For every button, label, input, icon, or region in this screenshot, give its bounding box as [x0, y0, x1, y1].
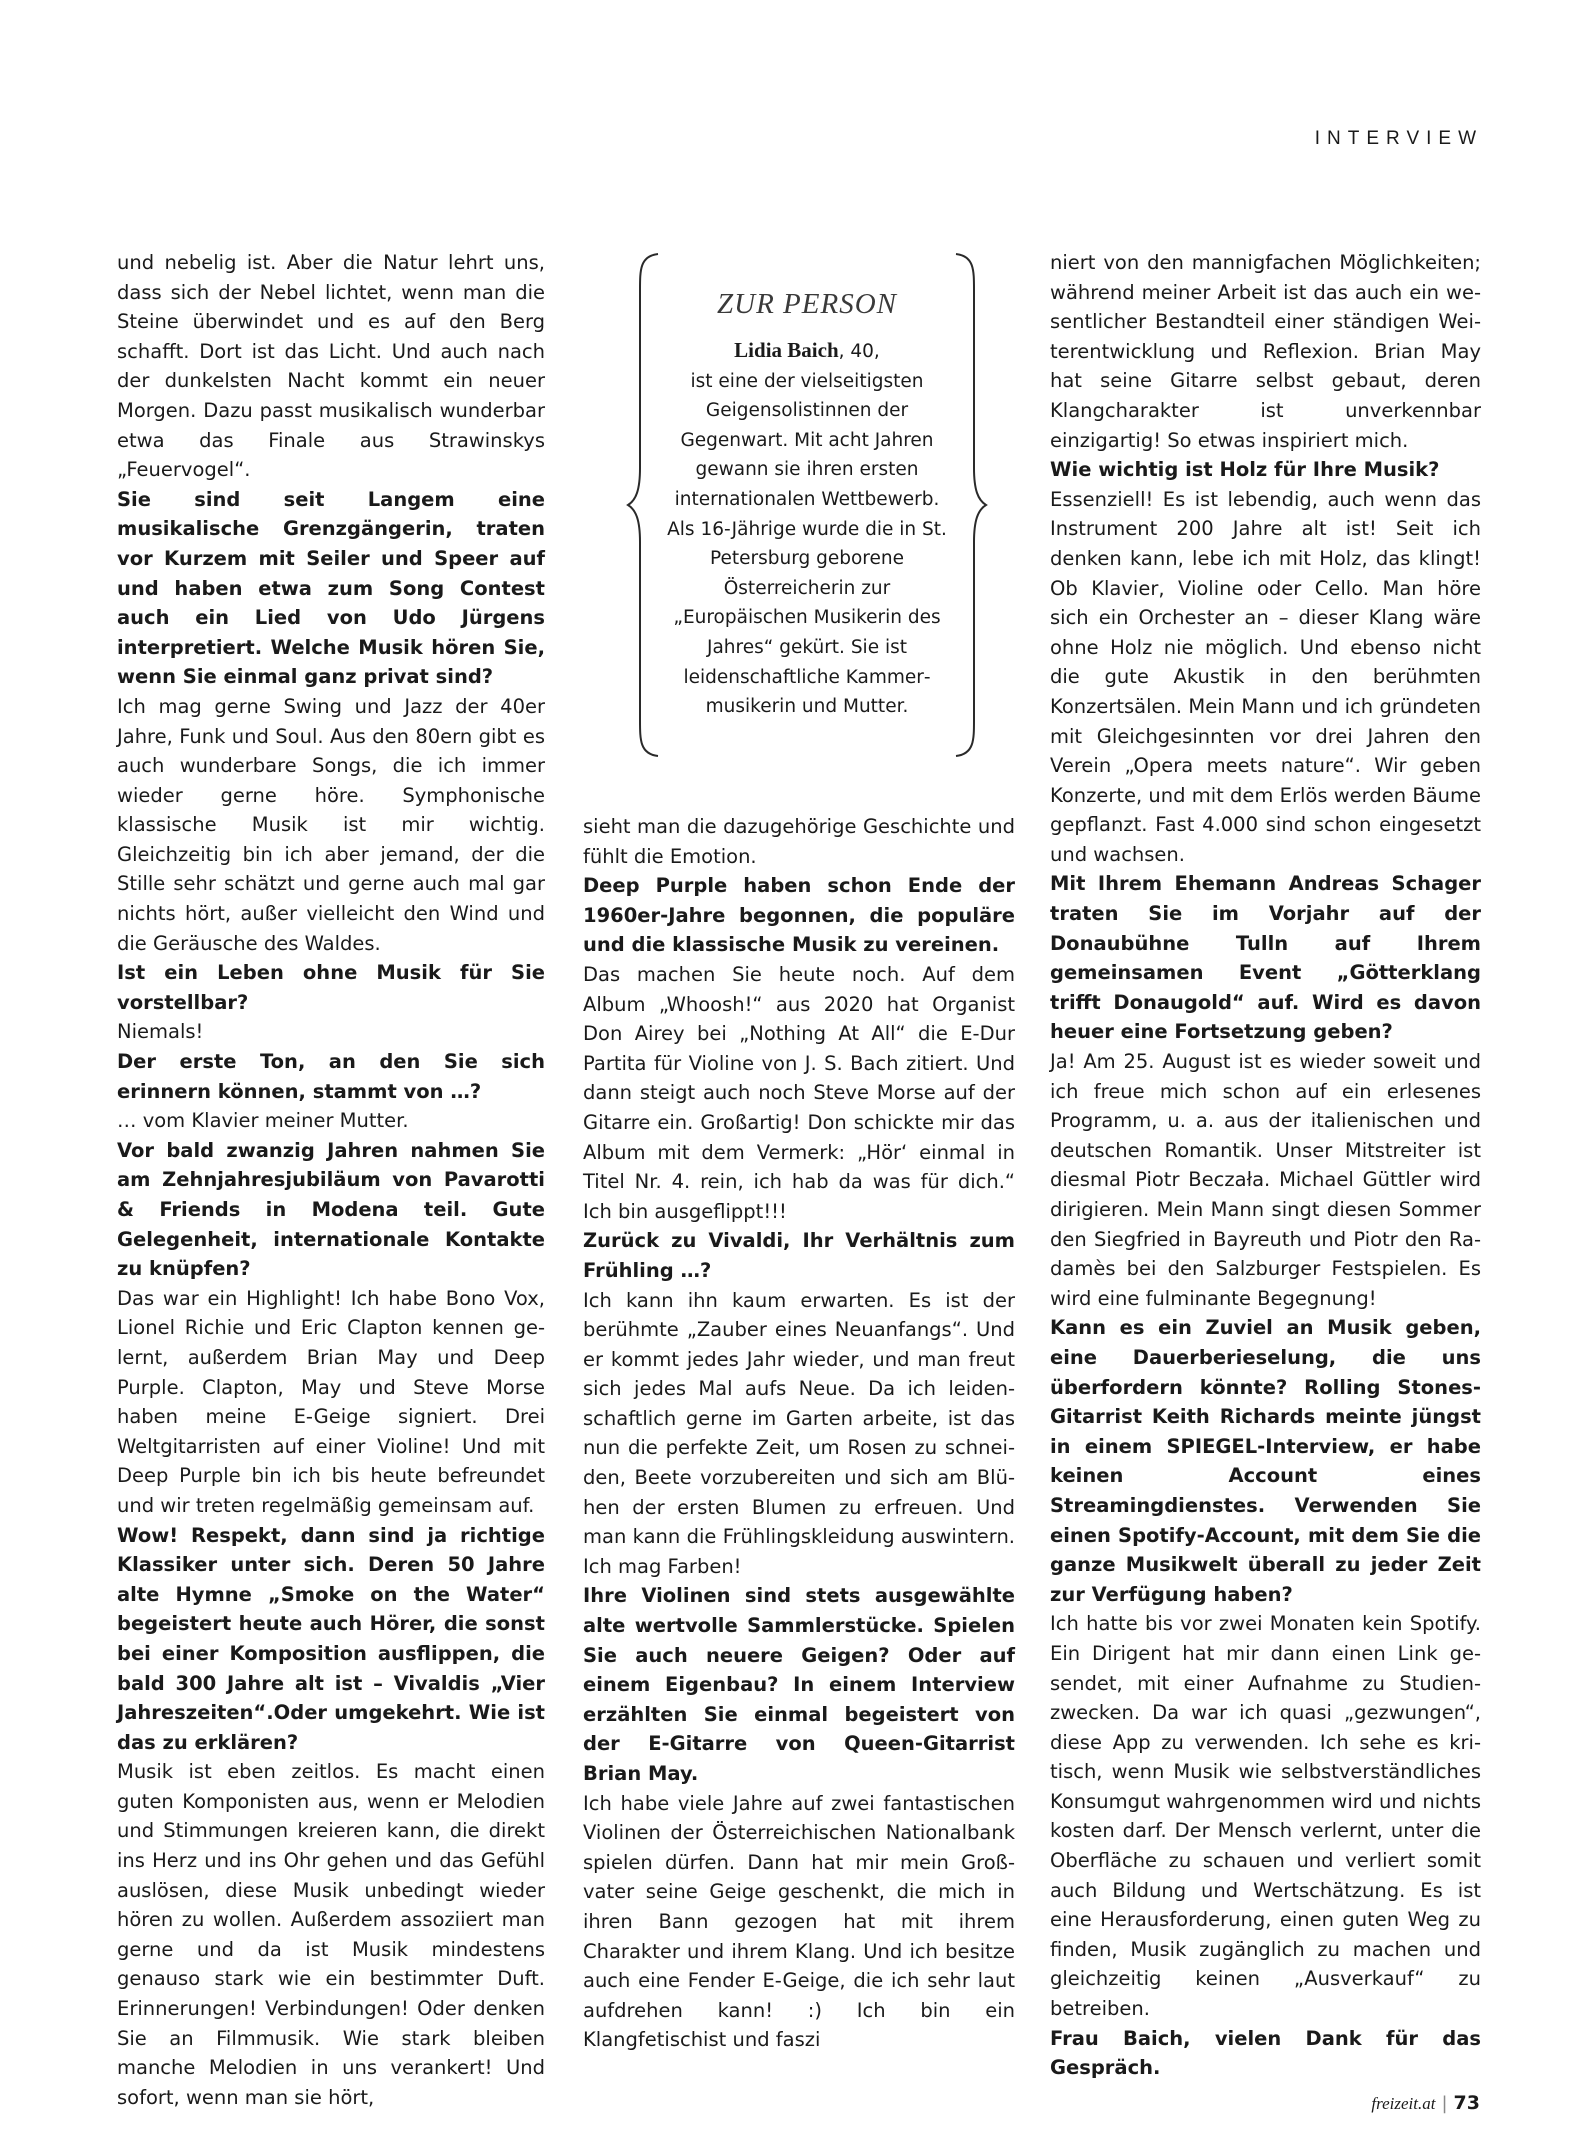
section-label: INTERVIEW [1314, 128, 1483, 149]
interview-answer: … vom Klavier meiner Mutter. [117, 1109, 409, 1133]
interview-question: Sie sind seit Langem eine musikalische Grenzgängerin, traten vor Kurzem mit Seiler und Speer auf und haben etwa zum Song Contest auch ein Lied von Udo Jürgens interpretiert. Welche Musik hören Sie, wenn Sie einmal ganz privat sind? [117, 487, 545, 689]
interview-answer: Ich kann ihn kaum erwarten. Es ist der berühmte „Zauber eines Neuanfangs“. Und er kommt jedes Jahr wieder, und man freut sich jedes Mal aufs Neue. Da ich leidenschaftlich gerne im Garten arbeite, ist das nun die perfekte Zeit, um Rosen zu schneiden, Beete vorzubereiten und sich am Blühen der ersten Blumen zu erfreuen. Und man kann die Frühlingskleidung auswintern. Ich mag Farben! [583, 1288, 1015, 1578]
interview-answer: niert von den mannigfachen Möglichkeiten; während meiner Arbeit ist das auch ein wesentlicher Bestandteil einer ständigen Weiterentwicklung und Reflexion. Brian May hat seine Gitarre selbst gebaut, deren Klangcharakter ist unverkennbar einzigartig! So etwas inspiriert mich. [1050, 251, 1481, 452]
interview-answer: Musik ist eben zeitlos. Es macht einen guten Komponisten aus, wenn er Melodien und Stimmungen kreieren kann, die direkt ins Herz und ins Ohr gehen und das Gefühl auslösen, diese Musik unbedingt wieder hören zu wollen. Außerdem assoziiert man gerne und da ist Musik mindestens genauso stark wie ein bestimmter Duft. Erinnerungen! Verbindungen! Oder denken Sie an Filmmusik. Wie stark bleiben manche Melodien in uns verankert! Und sofort, wenn man sie hört, [117, 1760, 545, 2109]
box-title: ZUR PERSON [717, 288, 897, 320]
interview-answer: und nebelig ist. Aber die Natur lehrt uns, dass sich der Nebel lichtet, wenn man die Steine überwindet und es auf den Berg schafft. Dort ist das Licht. Und auch nach der dunkelsten Nacht kommt ein neuer Morgen. Dazu passt musikalisch wunderbar etwa das Finale aus Strawinskys „Feuervogel“. [117, 251, 545, 482]
interview-question: Der erste Ton, an den Sie sich erinnern können, stammt von …? [117, 1050, 545, 1103]
interview-answer: Ich hatte bis vor zwei Monaten kein Spotify. Ein Dirigent hat mir dann einen Link gesendet, mit einer Aufnahme zu Studienzwecken. Da war ich quasi „gezwungen“, diese App zu verwenden. Ich sehe es kritisch, wenn Musik wie selbstverständliches Konsumgut wahrgenommen wird und nichts kosten darf. Der Mensch verlernt, unter die Oberfläche zu schauen und verliert somit auch Bildung und Wertschätzung. Es ist eine Herausforderung, einen guten Weg zu finden, Musik zugänglich zu machen und gleichzeitig keinen „Ausverkauf“ zu betreiben. [1050, 1612, 1481, 2021]
right-brace-icon [948, 250, 988, 760]
interview-answer: Ich habe viele Jahre auf zwei fantastischen Violinen der Österreichischen Nationalbank spielen dürfen. Dann hat mir mein Großvater seine Geige geschenkt, die mich in ihren Bann gezogen hat mit ihrem Charakter und ihrem Klang. Und ich besitze auch eine Fender E-Geige, die ich sehr laut aufdrehen kann! :) Ich bin ein Klangfetischist und faszi [583, 1791, 1015, 2052]
interview-question: Deep Purple haben schon Ende der 1960er-Jahre begonnen, die populäre und die klassische Musik zu vereinen. [583, 874, 1015, 957]
interview-question: Zurück zu Vivaldi, Ihr Verhältnis zum Frühling …? [583, 1229, 1015, 1282]
interview-question: Mit Ihrem Ehemann Andreas Schager traten Sie im Vorjahr auf der Donaubühne Tulln auf Ihrem gemeinsamen Event „Götterklang trifft Donaugold“ auf. Wird es davon heuer eine Fortsetzung geben? [1050, 872, 1481, 1044]
interview-answer: Das war ein Highlight! Ich habe Bono Vox, Lionel Richie und Eric Clapton kennen gelernt, außerdem Brian May und Deep Purple. Clapton, May und Steve Morse haben meine E-Geige signiert. Drei Weltgitarristen auf einer Violine! Und mit Deep Purple bin ich bis heute befreundet und wir treten regelmäßig gemeinsam auf. [117, 1286, 545, 1517]
left-brace-icon [626, 250, 666, 760]
person-info-box [626, 250, 988, 760]
interview-question: Kann es ein Zuviel an Musik geben, eine Dauerberieselung, die uns überfordern könnte? Rolling Stones-Gitarrist Keith Richards meinte jüngst in einem SPIEGEL-Interview, er habe keinen Account eines Streamingdienstes. Verwenden Sie einen Spotify-Account, mit dem Sie die ganze Musikwelt überall zu jeder Zeit zur Verfügung haben? [1050, 1316, 1481, 1606]
person-bio-text: ist eine der vielseitigsten Geigensolistinnen der Gegenwart. Mit acht Jahren gewann sie ihren ersten internationalen Wettbewerb. Als 16-Jährige wurde die in St. Petersburg geborene Österreicherin zur „Europäischen Musikerin des Jahres“ gekürt. Sie ist leidenschaftliche Kammermusikerin und Mutter. [667, 370, 947, 718]
interview-question: Ihre Violinen sind stets ausgewählte alte wertvolle Sammlerstücke. Spielen Sie auch neuere Geigen? Oder auf einem Eigenbau? In einem Interview erzählten Sie einmal begeistert von der E-Gitarre von Queen-Gitarrist Brian May. [583, 1584, 1015, 1785]
article-column-1 [117, 248, 545, 2112]
interview-answer: Niemals! [117, 1020, 204, 1044]
person-name: Lidia Baich [734, 338, 839, 362]
person-age: , 40, [838, 341, 880, 362]
page-number: 73 [1453, 2092, 1480, 2114]
interview-answer: sieht man die dazugehörige Geschichte und fühlt die Emotion. [583, 815, 1015, 868]
interview-answer: Ja! Am 25. August ist es wieder soweit und ich freue mich schon auf ein erlesenes Programm, u. a. aus der italienischen und deutschen Romantik. Unser Mitstreiter ist diesmal Piotr Beczała. Michael Güttler wird dirigieren. Mein Mann singt diesen Sommer den Siegfried in Bayreuth und Piotr den Radamès bei den Salzburger Festspielen. Es wird eine fulminante Begegnung! [1050, 1050, 1481, 1310]
interview-question: Wow! Respekt, dann sind ja richtige Klassiker unter sich. Deren 50 Jahre alte Hymne „Smoke on the Water“ begeistert heute auch Hörer, die sonst bei einer Komposition ausflippen, die bald 300 Jahre alt ist – Vivaldis „Vier Jahreszeiten“.Oder umgekehrt. Wie ist das zu erklären? [117, 1523, 545, 1754]
page-footer [1371, 2092, 1480, 2114]
person-bio [666, 336, 948, 722]
article-column-3 [1050, 248, 1481, 2083]
interview-question: Wie wichtig ist Holz für Ihre Musik? [1050, 458, 1440, 482]
footer-site: freizeit.at [1371, 2094, 1436, 2113]
interview-question: Vor bald zwanzig Jahren nahmen Sie am Zehnjahresjubiläum von Pavarotti & Friends in Modena teil. Gute Gelegenheit, internationale Kontakte zu knüpfen? [117, 1138, 545, 1281]
footer-separator: | [1441, 2093, 1448, 2114]
interview-question: Frau Baich, vielen Dank für das Gespräch. [1050, 2026, 1481, 2080]
article-column-2 [583, 812, 1015, 2055]
interview-answer: Ich mag gerne Swing und Jazz der 40er Jahre, Funk und Soul. Aus den 80ern gibt es auch wunderbare Songs, die ich immer wieder gerne höre. Symphonische klassische Musik ist mir wichtig. Gleichzeitig bin ich aber jemand, der die Stille sehr schätzt und gerne auch mal gar nichts hört, außer vielleicht den Wind und die Geräusche des Waldes. [117, 694, 545, 955]
interview-answer: Das machen Sie heute noch. Auf dem Album „Whoosh!“ aus 2020 hat Organist Don Airey bei „Nothing At All“ die E-Dur Partita für Violine von J. S. Bach zitiert. Und dann steigt auch noch Steve Morse auf der Gitarre ein. Großartig! Don schickte mir das Album mit dem Vermerk: „Hör‘ einmal in Titel Nr. 4. rein, ich hab da was für dich.“ Ich bin ausgeflippt!!! [583, 962, 1015, 1223]
interview-answer: Essenziell! Es ist lebendig, auch wenn das Instrument 200 Jahre alt ist! Seit ich denken kann, lebe ich mit Holz, das klingt! Ob Klavier, Violine oder Cello. Man höre sich ein Orchester an – dieser Klang wäre ohne Holz nie möglich. Und ebenso nicht die gute Akustik in den berühmten Konzertsälen. Mein Mann und ich gründeten mit Gleichgesinnten vor drei Jahren den Verein „Opera meets nature“. Wir geben Konzerte, und mit dem Erlös werden Bäume gepflanzt. Fast 4.000 sind schon eingesetzt und wachsen. [1050, 487, 1481, 866]
interview-question: Ist ein Leben ohne Musik für Sie vorstellbar? [117, 961, 545, 1014]
